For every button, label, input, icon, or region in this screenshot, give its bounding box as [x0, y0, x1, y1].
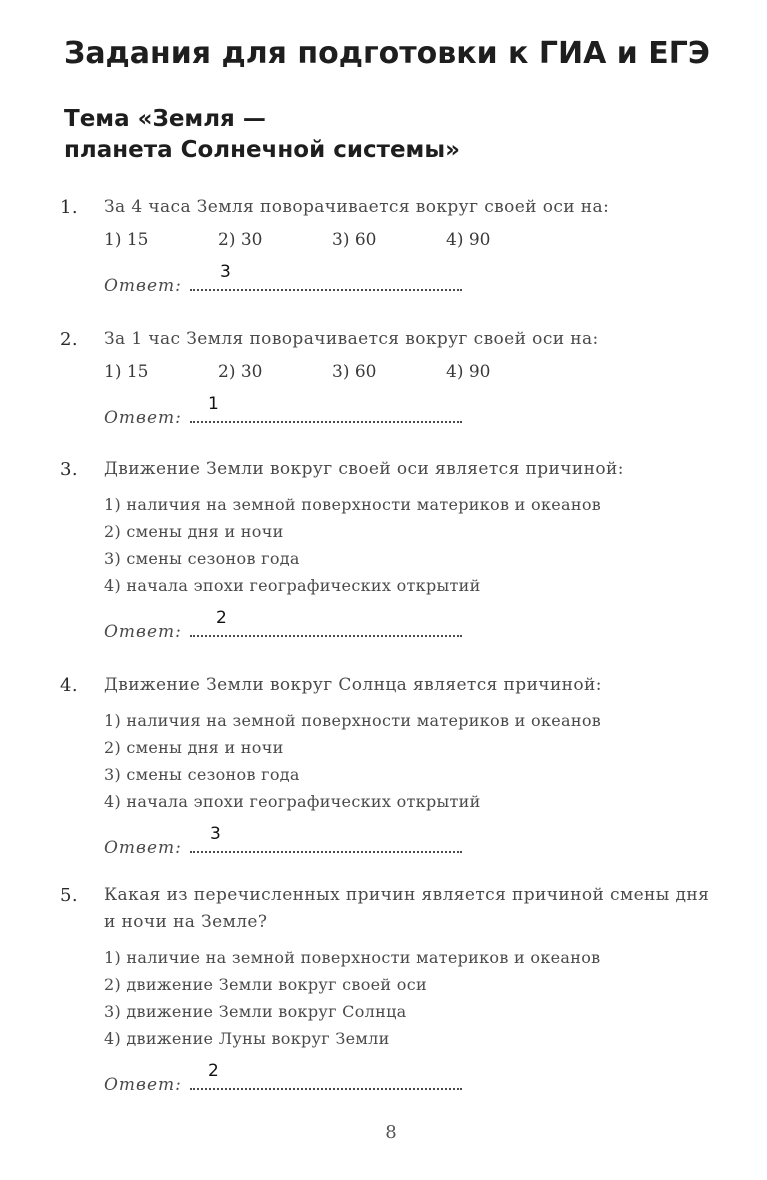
page-title: Задания для подготовки к ГИА и ЕГЭ [64, 36, 710, 71]
option-1: 1) наличие на земной поверхности материков и океанов [104, 948, 601, 967]
option-4: 4) 90 [446, 230, 491, 250]
option-4: 4) начала эпохи географических открытий [104, 576, 481, 595]
question-number: 4. [60, 675, 78, 696]
question-number: 3. [60, 459, 78, 480]
answer-label: Ответ: [104, 1075, 182, 1095]
answer-handwritten-value: 2 [216, 608, 227, 628]
page-number: 8 [385, 1122, 397, 1143]
option-4: 4) 90 [446, 362, 491, 382]
question-number: 5. [60, 885, 78, 906]
option-3: 3) смены сезонов года [104, 765, 300, 784]
option-4: 4) движение Луны вокруг Земли [104, 1029, 390, 1048]
question-4 [60, 672, 725, 861]
question-stem: Движение Земли вокруг Солнца является причиной: [104, 675, 602, 695]
question-stem: За 4 часа Земля поворачивается вокруг своей оси на: [104, 197, 610, 217]
question-1 [60, 194, 725, 299]
question-number: 2. [60, 329, 78, 350]
option-4: 4) начала эпохи географических открытий [104, 792, 481, 811]
answer-dotted-line [190, 619, 462, 637]
options-list [60, 707, 725, 815]
options-row [60, 359, 725, 385]
options-list [60, 944, 725, 1052]
option-3: 3) 60 [332, 230, 377, 250]
options-list [60, 491, 725, 599]
answer-handwritten-value: 1 [208, 394, 219, 414]
answer-dotted-line [190, 405, 462, 423]
answer-line [60, 394, 725, 431]
answer-handwritten-value: 3 [220, 262, 231, 282]
question-3 [60, 456, 725, 645]
question-stem: Какая из перечисленных причин является причиной смены дня и ночи на Земле? [104, 885, 710, 932]
question-5 [60, 882, 725, 1098]
option-3: 3) движение Земли вокруг Солнца [104, 1002, 407, 1021]
option-2: 2) смены дня и ночи [104, 738, 284, 757]
answer-handwritten-value: 2 [208, 1061, 219, 1081]
answer-handwritten-value: 3 [210, 824, 221, 844]
option-1: 1) наличия на земной поверхности материков и океанов [104, 711, 602, 730]
answer-label: Ответ: [104, 622, 182, 642]
option-1: 1) наличия на земной поверхности материков и океанов [104, 495, 602, 514]
option-3: 3) 60 [332, 362, 377, 382]
answer-line [60, 1061, 725, 1098]
option-1: 1) 15 [104, 230, 149, 250]
answer-line [60, 824, 725, 861]
topic-line-1: Тема «Земля — [64, 106, 266, 132]
question-2 [60, 326, 725, 431]
option-2: 2) 30 [218, 362, 263, 382]
option-2: 2) движение Земли вокруг своей оси [104, 975, 427, 994]
question-stem: За 1 час Земля поворачивается вокруг своей оси на: [104, 329, 599, 349]
answer-label: Ответ: [104, 408, 182, 428]
answer-dotted-line [190, 1072, 462, 1090]
topic-line-2: планета Солнечной системы» [64, 137, 460, 163]
answer-line [60, 608, 725, 645]
question-number: 1. [60, 197, 78, 218]
answer-line [60, 262, 725, 299]
answer-label: Ответ: [104, 276, 182, 296]
option-1: 1) 15 [104, 362, 149, 382]
question-stem: Движение Земли вокруг своей оси является причиной: [104, 459, 624, 479]
option-2: 2) смены дня и ночи [104, 522, 284, 541]
answer-dotted-line [190, 835, 462, 853]
option-3: 3) смены сезонов года [104, 549, 300, 568]
options-row [60, 227, 725, 253]
answer-label: Ответ: [104, 838, 182, 858]
topic-heading [64, 104, 704, 166]
option-2: 2) 30 [218, 230, 263, 250]
